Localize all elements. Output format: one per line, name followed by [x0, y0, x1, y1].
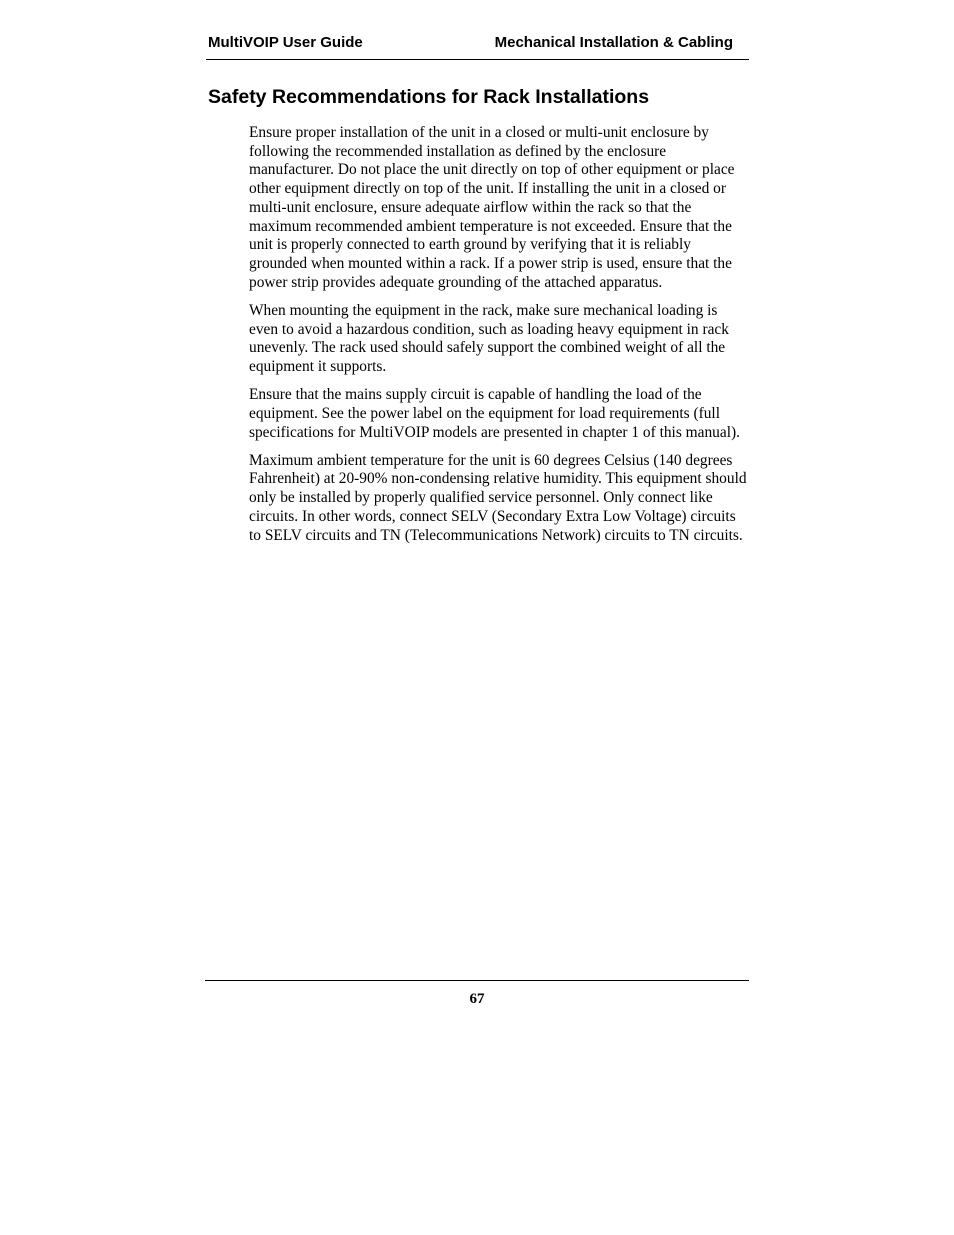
section-heading: Safety Recommendations for Rack Installations	[208, 86, 650, 108]
paragraph-enclosure-installation: Ensure proper installation of the unit in a closed or multi-unit enclosure by following the recommended installation as defined by the enclosure manufacturer. Do not place the unit directly on top of other equipment or place other equipment directly on top of the unit. If installing the unit in a closed or multi-unit enclosure, ensure adequate airflow within the rack so that the maximum recommended ambient temperature is not exceeded. Ensure that the unit is properly connected to earth ground by verifying that it is reliably grounded when mounted within a rack. If a power strip is used, ensure that the power strip provides adequate grounding of the attached apparatus.	[249, 124, 735, 291]
document-title: MultiVOIP User Guide	[208, 34, 363, 51]
paragraph-ambient-temperature: Maximum ambient temperature for the unit is 60 degrees Celsius (140 degrees Fahrenheit) at 20-90% non-condensing relative humidity. This equipment should only be installed by properly qualified service personnel. Only connect like circuits. In other words, connect SELV (Secondary Extra Low Voltage) circuits to SELV circuits and TN (Telecommunications Network) circuits to TN circuits.	[249, 451, 747, 544]
paragraph-mechanical-loading: When mounting the equipment in the rack, make sure mechanical loading is even to avoid a hazardous condition, such as loading heavy equipment in rack unevenly. The rack used should safely support the combined weight of all the equipment it supports.	[249, 301, 729, 375]
page-header	[206, 33, 749, 60]
footer-divider	[205, 980, 749, 981]
chapter-title: Mechanical Installation & Cabling	[494, 34, 733, 51]
section-body	[249, 124, 749, 555]
paragraph-mains-supply: Ensure that the mains supply circuit is capable of handling the load of the equipment. See the power label on the equipment for load requirements (full specifications for MultiVOIP models are presented in chapter 1 of this manual).	[249, 386, 740, 441]
page-number: 67	[469, 991, 485, 1007]
